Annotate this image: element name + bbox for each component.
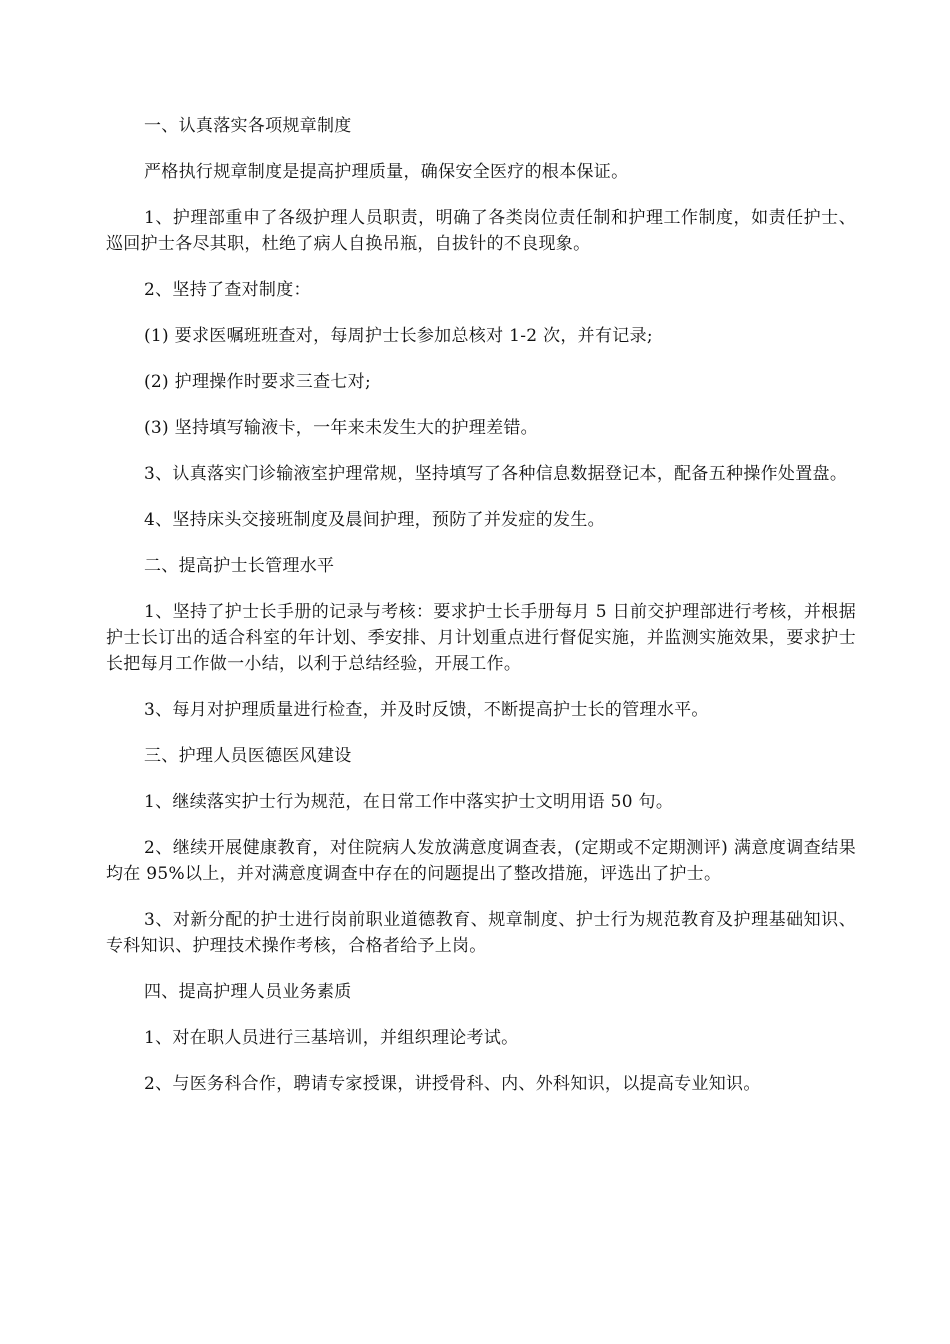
paragraph: 1、继续落实护士行为规范，在日常工作中落实护士文明用语 50 句。 <box>144 792 674 812</box>
paragraph: 2、继续开展健康教育，对住院病人发放满意度调查表，(定期或不定期测评) 满意度调查结果均在 95%以上，并对满意度调查中存在的问题提出了整改措施，评选出了护士。 <box>106 838 856 884</box>
section-heading-3: 三、护理人员医德医风建设 <box>144 746 352 766</box>
paragraph: 严格执行规章制度是提高护理质量，确保安全医疗的根本保证。 <box>144 162 629 182</box>
paragraph: 3、每月对护理质量进行检查，并及时反馈，不断提高护士长的管理水平。 <box>144 700 709 720</box>
paragraph: 2、与医务科合作，聘请专家授课，讲授骨科、内、外科知识，以提高专业知识。 <box>144 1074 761 1094</box>
section-heading-2: 二、提高护士长管理水平 <box>144 556 335 576</box>
paragraph: 1、坚持了护士长手册的记录与考核：要求护士长手册每月 5 日前交护理部进行考核，并根据护士长订出的适合科室的年计划、季安排、月计划重点进行督促实施，并监测实施效果，要求护士长把每月工作做一小结，以利于总结经验，开展工作。 <box>106 602 856 674</box>
paragraph: (3) 坚持填写输液卡，一年来未发生大的护理差错。 <box>144 418 538 438</box>
document-body <box>106 113 856 1117</box>
paragraph: 1、对在职人员进行三基培训，并组织理论考试。 <box>144 1028 519 1048</box>
paragraph: (2) 护理操作时要求三查七对; <box>144 372 372 392</box>
paragraph: 1、护理部重申了各级护理人员职责，明确了各类岗位责任制和护理工作制度，如责任护士、巡回护士各尽其职，杜绝了病人自换吊瓶，自拔针的不良现象。 <box>106 208 856 254</box>
section-heading-4: 四、提高护理人员业务素质 <box>144 982 352 1002</box>
section-heading-1: 一、认真落实各项规章制度 <box>144 116 352 136</box>
paragraph: 2、坚持了查对制度： <box>144 280 311 300</box>
paragraph: 3、认真落实门诊输液室护理常规，坚持填写了各种信息数据登记本，配备五种操作处置盘。 <box>144 464 848 484</box>
paragraph: (1) 要求医嘱班班查对，每周护士长参加总核对 1-2 次，并有记录; <box>144 326 653 346</box>
paragraph: 4、坚持床头交接班制度及晨间护理，预防了并发症的发生。 <box>144 510 605 530</box>
paragraph: 3、对新分配的护士进行岗前职业道德教育、规章制度、护士行为规范教育及护理基础知识、专科知识、护理技术操作考核，合格者给予上岗。 <box>106 910 856 956</box>
